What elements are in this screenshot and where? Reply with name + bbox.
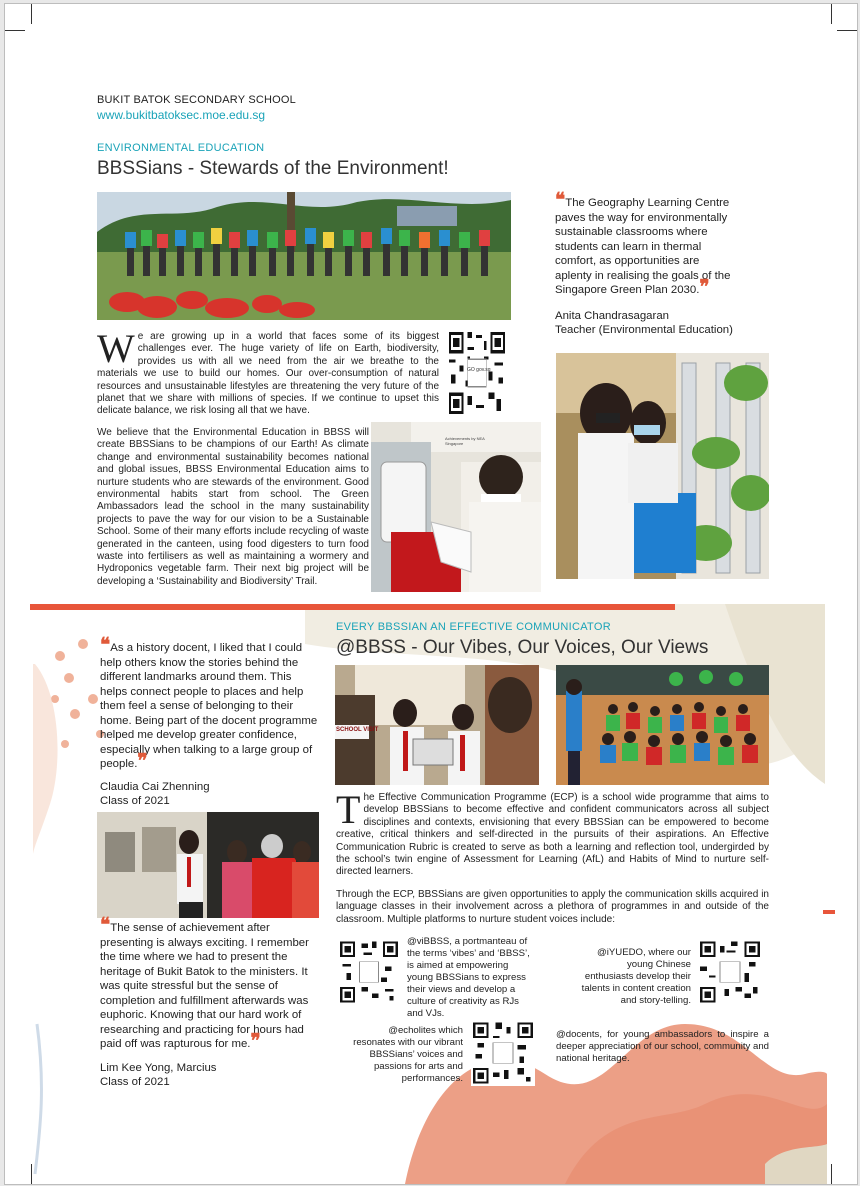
crop-mark-top-right-h — [837, 30, 857, 32]
close-quote-icon: ❞ — [699, 277, 710, 298]
photo-hall-students — [556, 665, 769, 785]
open-quote-icon: ❝ — [555, 190, 566, 211]
dropcap-w: W — [97, 326, 135, 371]
quote-docent-class: Class of 2021 — [100, 795, 170, 807]
magazine-page — [4, 3, 858, 1185]
open-quote-icon-3: ❝ — [100, 915, 111, 936]
quote-geography-role: Teacher (Environmental Education) — [555, 324, 733, 336]
quote-geography — [555, 190, 735, 298]
close-quote-icon-3: ❞ — [250, 1031, 261, 1052]
echolites-description: @echolites which resonates with our vibrant BBSSians’ voices and passions for arts and performances. — [353, 1025, 463, 1084]
machine-sign: Achievements by NEA Singapore — [445, 436, 485, 446]
quote-docent-text: As a history docent, I liked that I could help others know the stories behind the different landmarks around them. This helps connect people to places and help them feel a sense of belonging to their home. Being part of the docent programme helped me develop greater confidence, especially when talking to a large group of people. — [100, 642, 318, 770]
quote-achievement — [100, 915, 320, 1052]
crop-mark-top-left — [31, 4, 33, 24]
docents-description: @docents, for young ambassadors to inspire a deeper appreciation of our school, community and national heritage. — [556, 1029, 769, 1064]
qr-code-echolites[interactable] — [471, 1020, 535, 1086]
env-paragraph-2: We believe that the Environmental Education in BBSS will create BBSSians to be champions of our Earth! As climate change and environmental sustainability becomes national and global issues, BBSS Environmental Education aims to nurture students who are stewards of the environment. Good environmental habits start from school. The Green Ambassadors lead the school in the many sustainability projects to pave the way for our vision to be a Sustainable School. Some of their many efforts include recycling of waste generated in the canteen, using food digesters to turn food waste into fertilisers as well as maintaining a wormery and Hydroponics vegetable farm. Their next big project will be developing a ‘Sustainability and Biodiversity’ Trail. — [97, 427, 369, 587]
quote-docent — [100, 635, 320, 772]
quote-geography-text: The Geography Learning Centre paves the way for environmentally sustainable classrooms where students can learn in thermal comfort, as opportunities are aplenty in realising the goals of the Singapore Green Plan 2030. — [555, 197, 731, 296]
close-quote-icon-2: ❞ — [137, 751, 148, 772]
quote-geography-author: Anita Chandrasagaran — [555, 310, 669, 322]
photo-ministers-visit — [97, 812, 319, 918]
presentation-banner-text: SCHOOL VISIT — [336, 727, 379, 733]
comm-paragraph-2: Through the ECP, BBSSians are given opportunities to apply the communication skills acquired in language classes in their involvement across a plethora of programmes in and outside of the classroom. Multiple platforms to nurture student voices include: — [336, 889, 769, 925]
photo-presentation — [335, 665, 539, 785]
quote-achievement-text: The sense of achievement after presenting is always exciting. I remember the time where we had to present the heritage of Bukit Batok to the ministers. It was quite stressful but the sense of completion and fulfillment afterwards was euphoric. Knowing that our hard work of researching and practicing for hours had paid off was rapturous for me. — [100, 922, 309, 1050]
comm-paragraph-1-text: he Effective Communication Programme (ECP) is a school wide programme that aims to develop BBSSians to become effective and confident communicators across all subject disciplines and contexts, envisioning that every BBSSian can be empowered to become creative, critical thinkers and self-directed in the pursuits of their aspirations. An Effective Communication Rubric is created to serve as both a learning and reflection tool, undergirded by the school’s twin engine of Assessment for Learning (AfL) and Habits of Mind to nurture self-directed learners. — [336, 792, 769, 878]
school-url[interactable]: www.bukitbatoksec.moe.edu.sg — [97, 108, 266, 122]
comm-paragraph-1 — [336, 787, 769, 879]
crop-mark-top-right — [831, 4, 833, 24]
qr-code-iyuedo[interactable] — [698, 939, 762, 1005]
vibbss-description: @viBBSS, a portmanteau of the terms ‘vibes’ and ‘BBSS’, is aimed at empowering young BBSSians to express their views and develop a culture of creativity as RJs and VJs. — [407, 936, 530, 1019]
open-quote-icon-2: ❝ — [100, 635, 111, 656]
section-title-comm: @BBSS - Our Vibes, Our Voices, Our Views — [336, 637, 709, 658]
qr-code-vibbss[interactable] — [338, 939, 400, 1005]
qr-code-env[interactable] — [447, 329, 507, 417]
section-title-env: BBSSians - Stewards of the Environment! — [97, 158, 449, 179]
quote-achievement-class: Class of 2021 — [100, 1076, 170, 1088]
photo-food-digester — [371, 422, 541, 592]
photo-hydroponics — [556, 353, 769, 579]
env-intro-paragraph — [97, 326, 439, 418]
section-label-comm: EVERY BBSSIAN AN EFFECTIVE COMMUNICATOR — [336, 621, 611, 633]
section-label-env: ENVIRONMENTAL EDUCATION — [97, 142, 265, 154]
quote-docent-author: Claudia Cai Zhenning — [100, 781, 210, 793]
crop-mark-top-left-h — [5, 30, 25, 32]
env-intro-text: e are growing up in a world that faces some of its biggest challenges ever. The huge variety of life on Earth, biodiversity, provides us with all we need from the air we breathe to the materials we use to build our homes. Our over-consumption of natural resources and unsustainable lifestyles are threatening the very future of the planet that we share with millions of species. If we continue to upset this delicate balance, we risk losing all that we have. — [97, 331, 439, 417]
quote-achievement-author: Lim Kee Yong, Marcius — [100, 1062, 217, 1074]
school-name: BUKIT BATOK SECONDARY SCHOOL — [97, 94, 296, 106]
iyuedo-description: @iYUEDO, where our young Chinese enthusiasts develop their talents in content creation and story-telling. — [581, 947, 691, 1006]
dropcap-t: T — [336, 787, 361, 832]
section-divider — [30, 604, 675, 610]
qr-center-label: GO gov.sg — [467, 367, 491, 373]
photo-group-outdoor — [97, 192, 511, 320]
